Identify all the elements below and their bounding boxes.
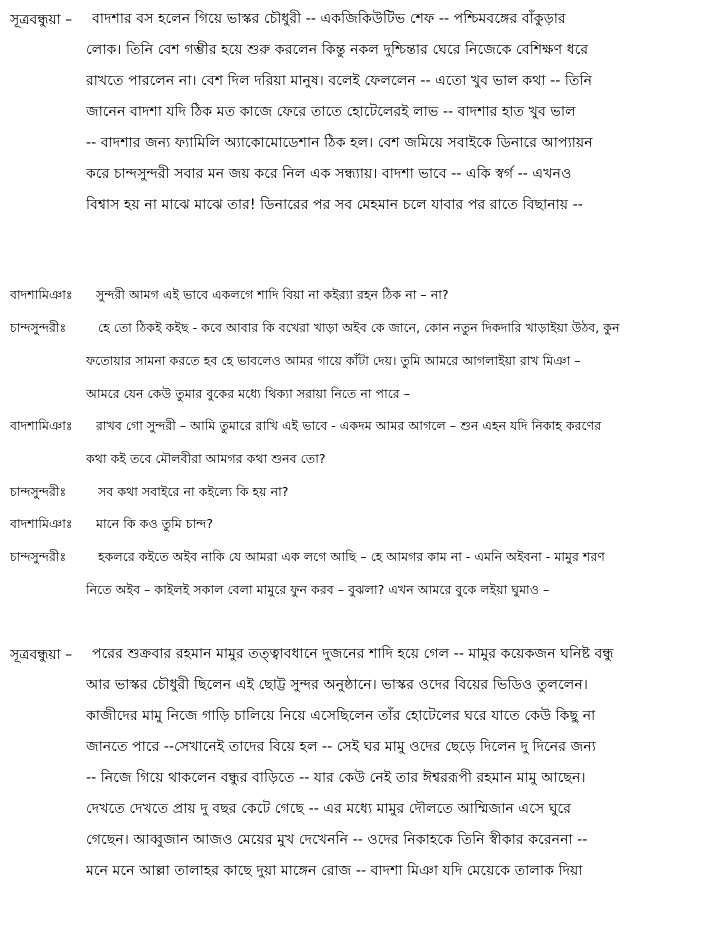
speaker-label: বাদশামিঞাঃ: [10, 418, 73, 433]
narration-line: -- নিজে গিয়ে থাকলেন বন্ধুর বাড়িতে -- যার কেউ নেই তার ঈশ্বররূপী রহমান মামু আছেন।: [86, 770, 586, 786]
narration-line: দেখতে দেখতে প্রায় দু বছর কেটে গেছে -- এর মধ্যে মামুর দৌলতে আম্মিজান এসে ঘুরে: [86, 801, 572, 817]
dialogue-line: নিতে অইব – কাইলই সকাল বেলা মামুরে ফুন করব – বুঝলা? এখন আমরে বুকে লইয়া ঘুমাও –: [86, 582, 550, 597]
dialogue-line: রাখব গো সুন্দরী – আমি তুমারে রাখি এই ভাবে - একদম আমর আগলে – শুন এহন যদি নিকাহ করণের: [96, 418, 602, 433]
speaker-label: চান্দসুন্দরীঃ: [10, 484, 67, 499]
dialogue-line: আমরে যেন কেউ তুমার বুকের মধ্যে থিক্যা সরায়া নিতে না পারে –: [86, 386, 411, 401]
dialogue-line: হে তো ঠিকই কইছ - কবে আবার কি বখেরা খাড়া অইব কে জানে, কোন নতুন দিকদারি খাড়াইয়া উঠব, কুন: [98, 320, 620, 335]
narration-line: -- বাদশার জন্য ফ্যামিলি অ্যাকোমোডেশান ঠিক হল। বেশ জমিয়ে সবাইকে ডিনারে আপ্যায়ন: [86, 135, 593, 151]
narrator-speaker: সূত্রবন্ধুয়া –: [10, 647, 73, 663]
narration-line: করে চান্দসুন্দরী সবার মন জয় করে নিল এক সন্ধ্যায়। বাদশা ভাবে -- একি স্বর্গ -- এখনও: [86, 166, 572, 182]
dialogue-line: মানে কি কও তুমি চান্দ?: [96, 516, 214, 531]
narration-line: জানেন বাদশা যদি ঠিক মত কাজে ফেরে তাতে হোটেলেরই লাভ -- বাদশার হাত খুব ভাল: [86, 104, 576, 120]
narration-line: রাখতে পারলেন না। বেশ দিল দরিয়া মানুষ। বলেই ফেললেন -- এতো খুব ভাল কথা -- তিনি: [86, 73, 593, 89]
dialogue-line: হকলরে কইতে অইব নাকি যে আমরা এক লগে আছি – হে আমগর কাম না - এমনি অইবনা - মামুর শরণ: [98, 549, 605, 564]
narration-line: কাজীদের মামু নিজে গাড়ি চালিয়ে নিয়ে এসেছিলেন তাঁর হোটেলের ঘরে যাতে কেউ কিছু না: [86, 708, 596, 724]
speaker-label: বাদশামিঞাঃ: [10, 516, 73, 531]
dialogue-line: সব কথা সবাইরে না কইল্যে কি হয় না?: [98, 484, 289, 499]
narrator-speaker: সূত্রবন্ধুয়া –: [10, 12, 73, 28]
narration-line: বিশ্বাস হয় না মাঝে মাঝে তার! ডিনারের পর সব মেহমান চলে যাবার পর রাতে বিছানায় --: [86, 197, 583, 213]
speaker-label: চান্দসুন্দরীঃ: [10, 549, 67, 564]
dialogue-line: ফতোয়ার সামনা করতে হব হে ভাবলেও আমর গায়ে কাঁটা দেয়। তুমি আমরে আগলাইয়া রাখ মিঞা –: [86, 353, 581, 368]
narration-line: মনে মনে আল্লা তালাহর কাছে দুয়া মাঙ্গেন রোজ -- বাদশা মিঞা যদি মেয়েকে তালাক দিয়া: [86, 863, 583, 879]
narration-line: লোক। তিনি বেশ গম্ভীর হয়ে শুরু করলেন কিন্তু নকল দুশ্চিন্তার ঘেরে নিজেকে বেশিক্ষণ ধরে: [86, 42, 589, 58]
narration-line: বাদশার বস হলেন গিয়ে ভাস্কর চৌধুরী -- একজিকিউটিভ শেফ -- পশ্চিমবঙ্গের বাঁকুড়ার: [92, 11, 566, 27]
speaker-label: চান্দসুন্দরীঃ: [10, 320, 67, 335]
narration-line: জানতে পারে --সেখানেই তাদের বিয়ে হল -- সেই ঘর মামু ওদের ছেড়ে দিলেন দু দিনের জন্য: [86, 739, 596, 755]
narration-line: আর ভাস্কর চৌধুরী ছিলেন এই ছোট্ট সুন্দর অনুষ্ঠানে। ভাস্কর ওদের বিয়ের ভিডিও তুললেন।: [86, 677, 588, 693]
dialogue-line: কথা কই তবে মৌলবীরা আমগর কথা শুনব তো?: [86, 451, 326, 466]
speaker-label: বাদশামিঞাঃ: [10, 287, 73, 302]
narration-line: গেছেন। আব্বুজান আজও মেয়ের মুখ দেখেননি -- ওদের নিকাহকে তিনি স্বীকার করেননা --: [86, 832, 588, 848]
narration-line: পরের শুক্রবার রহমান মামুর তত্ত্বাবধানে দুজনের শাদি হয়ে গেল -- মামুর কয়েকজন ঘনিষ্ট বন্ধু: [92, 646, 614, 662]
dialogue-line: সুন্দরী আমগ এই ভাবে একলগে শাদি বিয়া না কইর‍্যা রহন ঠিক না – না?: [96, 287, 449, 302]
